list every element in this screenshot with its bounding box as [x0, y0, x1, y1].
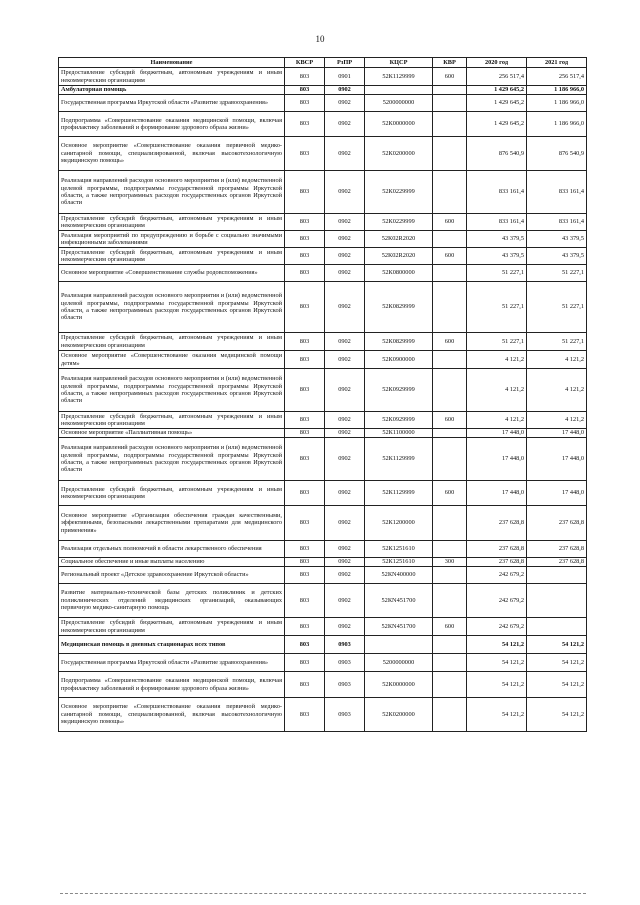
table-row: [59, 265, 587, 282]
row-name: Реализация мероприятий по предупреждению и борьбе с социально значимыми инфекционными заболеваниями: [59, 231, 285, 248]
row-kvr: 600: [433, 333, 467, 351]
row-kcsr: [365, 86, 433, 95]
table-row: [59, 429, 587, 438]
row-kcsr: 52К0229999: [365, 214, 433, 231]
row-kvr: [433, 567, 467, 584]
table-row: [59, 369, 587, 412]
table-row: [59, 438, 587, 481]
row-value-2020: 51 227,1: [467, 265, 527, 282]
row-name: Реализация направлений расходов основного мероприятия и (или) ведомственной целевой программы, подпрограммы государственной программы Иркутской области, а также непрограммных расходов государственных органов Иркутской области: [59, 171, 285, 214]
row-kcsr: 52К1129999: [365, 438, 433, 481]
table-row: [59, 351, 587, 369]
row-kvr: [433, 171, 467, 214]
row-value-2020: 4 121,2: [467, 351, 527, 369]
row-value-2020: 1 429 645,2: [467, 112, 527, 137]
row-kvsr: 803: [285, 95, 325, 112]
table-row: [59, 282, 587, 333]
row-kvsr: 803: [285, 282, 325, 333]
row-kvsr: 803: [285, 112, 325, 137]
row-value-2020: 54 121,2: [467, 698, 527, 732]
row-kcsr: 52КN451700: [365, 618, 433, 636]
row-value-2020: 51 227,1: [467, 333, 527, 351]
row-value-2020: 833 161,4: [467, 171, 527, 214]
row-kvsr: 803: [285, 438, 325, 481]
row-kvsr: 803: [285, 567, 325, 584]
row-kcsr: 52К1100000: [365, 429, 433, 438]
table-row: [59, 584, 587, 618]
row-value-2021: 54 121,2: [527, 636, 587, 654]
row-kvr: [433, 429, 467, 438]
table-row: [59, 481, 587, 506]
row-name: Предоставление субсидий бюджетным, автономным учреждениям и иным некоммерческим организациям: [59, 248, 285, 265]
row-kvr: [433, 672, 467, 698]
table-row: [59, 654, 587, 672]
row-value-2021: 1 186 966,0: [527, 86, 587, 95]
table-row: [59, 95, 587, 112]
header-rzpr: РзПР: [325, 58, 365, 68]
header-year-2020: 2020 год: [467, 58, 527, 68]
row-kvr: [433, 369, 467, 412]
table-row: [59, 618, 587, 636]
table-row: [59, 112, 587, 137]
row-rzpr: 0902: [325, 86, 365, 95]
row-value-2021: 51 227,1: [527, 265, 587, 282]
row-rzpr: 0901: [325, 68, 365, 86]
table-row: [59, 68, 587, 86]
row-value-2021: 43 379,5: [527, 231, 587, 248]
row-value-2021: 1 186 966,0: [527, 112, 587, 137]
row-value-2020: 242 679,2: [467, 567, 527, 584]
row-kcsr: 52КN451700: [365, 584, 433, 618]
row-value-2021: [527, 584, 587, 618]
row-rzpr: 0902: [325, 231, 365, 248]
row-value-2020: 237 628,8: [467, 558, 527, 567]
row-name: Основное мероприятие «Организация обеспечения граждан качественными, эффективными, безопасными лекарственными препаратами для медицинского применения»: [59, 506, 285, 541]
row-rzpr: 0903: [325, 672, 365, 698]
row-value-2020: 4 121,2: [467, 412, 527, 429]
row-name: Основное мероприятие «Паллиативная помощь»: [59, 429, 285, 438]
row-rzpr: 0902: [325, 584, 365, 618]
row-kvsr: 803: [285, 351, 325, 369]
row-value-2021: 54 121,2: [527, 672, 587, 698]
row-rzpr: 0903: [325, 636, 365, 654]
table-row: [59, 636, 587, 654]
table-row: [59, 541, 587, 558]
row-value-2020: 43 379,5: [467, 231, 527, 248]
row-kvsr: 803: [285, 369, 325, 412]
row-kcsr: 52К1200000: [365, 506, 433, 541]
header-kcsr: КЦСР: [365, 58, 433, 68]
table-row: [59, 558, 587, 567]
row-kcsr: 52К0200000: [365, 137, 433, 171]
row-value-2020: 242 679,2: [467, 618, 527, 636]
row-name: Подпрограмма «Совершенствование оказания медицинской помощи, включая профилактику заболеваний и формирование здорового образа жизни»: [59, 672, 285, 698]
row-rzpr: 0902: [325, 214, 365, 231]
row-kvsr: 803: [285, 265, 325, 282]
row-name: Основное мероприятие «Совершенствование оказания первичной медико-санитарной помощи, специализированной, включая высокотехнологичную медицинскую помощь»: [59, 698, 285, 732]
row-value-2021: [527, 618, 587, 636]
row-value-2020: 876 540,9: [467, 137, 527, 171]
row-kvr: [433, 282, 467, 333]
row-value-2020: 54 121,2: [467, 654, 527, 672]
row-rzpr: 0903: [325, 654, 365, 672]
row-kvr: 600: [433, 214, 467, 231]
row-kcsr: 52К0829999: [365, 282, 433, 333]
row-name: Подпрограмма «Совершенствование оказания медицинской помощи, включая профилактику заболеваний и формирование здорового образа жизни»: [59, 112, 285, 137]
row-kvr: 600: [433, 412, 467, 429]
row-rzpr: 0902: [325, 481, 365, 506]
page-number: 10: [315, 34, 325, 44]
row-rzpr: 0903: [325, 698, 365, 732]
row-name: Предоставление субсидий бюджетным, автономным учреждениям и иным некоммерческим организациям: [59, 618, 285, 636]
row-value-2020: 54 121,2: [467, 636, 527, 654]
row-value-2021: 1 186 966,0: [527, 95, 587, 112]
row-name: Реализация отдельных полномочий в области лекарственного обеспечения: [59, 541, 285, 558]
header-kvr: КВР: [433, 58, 467, 68]
table-row: [59, 137, 587, 171]
row-kcsr: 52К1251610: [365, 541, 433, 558]
row-name: Государственная программа Иркутской области «Развитие здравоохранения»: [59, 654, 285, 672]
row-name: Основное мероприятие «Совершенствование оказания первичной медико-санитарной помощи, специализированной, включая высокотехнологичную медицинскую помощь»: [59, 137, 285, 171]
row-rzpr: 0902: [325, 369, 365, 412]
row-value-2021: [527, 567, 587, 584]
row-name: Медицинская помощь в дневных стационарах всех типов: [59, 636, 285, 654]
row-kcsr: 52К0200000: [365, 698, 433, 732]
row-rzpr: 0902: [325, 333, 365, 351]
row-name: Развитие материально-технической базы детских поликлиник и детских поликлинических отделений медицинских организаций, оказывающих первичную медико-санитарную помощь: [59, 584, 285, 618]
row-kvsr: 803: [285, 171, 325, 214]
row-kcsr: 52К0929999: [365, 412, 433, 429]
row-value-2020: 17 448,0: [467, 481, 527, 506]
row-kvr: [433, 438, 467, 481]
row-kvr: [433, 698, 467, 732]
row-value-2021: 51 227,1: [527, 282, 587, 333]
row-kvsr: 803: [285, 68, 325, 86]
row-value-2020: 242 679,2: [467, 584, 527, 618]
row-name: Предоставление субсидий бюджетным, автономным учреждениям и иным некоммерческим организациям: [59, 333, 285, 351]
row-kvr: 600: [433, 618, 467, 636]
row-kcsr: 52КN400000: [365, 567, 433, 584]
row-kcsr: 52К1129999: [365, 68, 433, 86]
row-kvsr: 803: [285, 506, 325, 541]
row-name: Основное мероприятие «Совершенствование службы родовспоможения»: [59, 265, 285, 282]
header-year-2021: 2021 год: [527, 58, 587, 68]
row-kvsr: 803: [285, 248, 325, 265]
row-value-2021: 256 517,4: [527, 68, 587, 86]
row-kvr: [433, 95, 467, 112]
row-rzpr: 0902: [325, 171, 365, 214]
row-value-2021: 876 540,9: [527, 137, 587, 171]
row-kcsr: 52К0229999: [365, 171, 433, 214]
row-value-2020: 4 121,2: [467, 369, 527, 412]
table-row: [59, 231, 587, 248]
row-kcsr: 5200000000: [365, 654, 433, 672]
row-kvr: 600: [433, 68, 467, 86]
row-value-2021: 833 161,4: [527, 214, 587, 231]
row-value-2021: 4 121,2: [527, 369, 587, 412]
row-name: Реализация направлений расходов основного мероприятия и (или) ведомственной целевой программы, подпрограммы государственной программы Иркутской области, а также непрограммных расходов государственных органов Иркутской области: [59, 282, 285, 333]
row-value-2020: 51 227,1: [467, 282, 527, 333]
row-kcsr: [365, 636, 433, 654]
row-kvsr: 803: [285, 672, 325, 698]
row-value-2020: 17 448,0: [467, 429, 527, 438]
row-rzpr: 0902: [325, 248, 365, 265]
row-kcsr: 52К1129999: [365, 481, 433, 506]
bottom-divider: [60, 893, 586, 894]
row-value-2021: 17 448,0: [527, 429, 587, 438]
row-kvr: [433, 541, 467, 558]
row-kvr: [433, 351, 467, 369]
row-value-2021: 43 379,5: [527, 248, 587, 265]
row-kcsr: 52К0800000: [365, 265, 433, 282]
row-kvr: [433, 506, 467, 541]
row-rzpr: 0902: [325, 567, 365, 584]
row-kvr: [433, 231, 467, 248]
row-rzpr: 0902: [325, 558, 365, 567]
row-value-2021: 17 448,0: [527, 481, 587, 506]
row-rzpr: 0902: [325, 438, 365, 481]
table-row: [59, 567, 587, 584]
row-kvr: [433, 654, 467, 672]
table-row: [59, 672, 587, 698]
row-kvsr: 803: [285, 654, 325, 672]
row-kvsr: 803: [285, 231, 325, 248]
header-name: Наименование: [59, 58, 285, 68]
row-kvsr: 803: [285, 333, 325, 351]
row-value-2021: 237 628,8: [527, 506, 587, 541]
row-value-2021: 237 628,8: [527, 541, 587, 558]
row-rzpr: 0902: [325, 541, 365, 558]
row-kvsr: 803: [285, 412, 325, 429]
row-kvsr: 803: [285, 137, 325, 171]
row-value-2021: 833 161,4: [527, 171, 587, 214]
row-value-2020: 54 121,2: [467, 672, 527, 698]
row-value-2021: 54 121,2: [527, 654, 587, 672]
row-kvsr: 803: [285, 698, 325, 732]
row-kvr: 600: [433, 248, 467, 265]
row-value-2020: 237 628,8: [467, 506, 527, 541]
row-kvr: [433, 112, 467, 137]
row-rzpr: 0902: [325, 351, 365, 369]
row-value-2020: 1 429 645,2: [467, 86, 527, 95]
row-kvr: [433, 265, 467, 282]
row-kvr: [433, 86, 467, 95]
table-row: [59, 412, 587, 429]
row-kvsr: 803: [285, 558, 325, 567]
row-kcsr: 5200000000: [365, 95, 433, 112]
row-kvr: [433, 636, 467, 654]
table-header-row: [59, 58, 587, 68]
row-name: Основное мероприятие «Совершенствование оказания медицинской помощи детям»: [59, 351, 285, 369]
row-kvsr: 803: [285, 636, 325, 654]
row-value-2020: 256 517,4: [467, 68, 527, 86]
row-value-2020: 43 379,5: [467, 248, 527, 265]
row-rzpr: 0902: [325, 265, 365, 282]
row-kvsr: 803: [285, 541, 325, 558]
row-rzpr: 0902: [325, 95, 365, 112]
row-kcsr: 52К0900000: [365, 351, 433, 369]
row-rzpr: 0902: [325, 618, 365, 636]
row-kvr: [433, 137, 467, 171]
row-rzpr: 0902: [325, 429, 365, 438]
table-row: [59, 333, 587, 351]
row-rzpr: 0902: [325, 137, 365, 171]
row-kvsr: 803: [285, 584, 325, 618]
row-kcsr: 52К0000000: [365, 672, 433, 698]
row-kvsr: 803: [285, 214, 325, 231]
row-kvsr: 803: [285, 86, 325, 95]
row-value-2020: 17 448,0: [467, 438, 527, 481]
row-kcsr: 52К02R2020: [365, 231, 433, 248]
budget-table: [58, 57, 587, 732]
row-value-2021: 51 227,1: [527, 333, 587, 351]
row-kvr: [433, 584, 467, 618]
row-kcsr: 52К1251610: [365, 558, 433, 567]
row-kcsr: 52К0929999: [365, 369, 433, 412]
row-name: Региональный проект «Детское здравоохранение Иркутской области»: [59, 567, 285, 584]
table-row: [59, 698, 587, 732]
row-kvr: 600: [433, 481, 467, 506]
row-rzpr: 0902: [325, 412, 365, 429]
row-kcsr: 52К0829999: [365, 333, 433, 351]
row-kvsr: 803: [285, 618, 325, 636]
table-row: [59, 248, 587, 265]
table-row: [59, 86, 587, 95]
row-name: Предоставление субсидий бюджетным, автономным учреждениям и иным некоммерческим организациям: [59, 412, 285, 429]
row-name: Государственная программа Иркутской области «Развитие здравоохранения»: [59, 95, 285, 112]
row-value-2020: 833 161,4: [467, 214, 527, 231]
table-row: [59, 214, 587, 231]
row-rzpr: 0902: [325, 112, 365, 137]
table-row: [59, 506, 587, 541]
row-rzpr: 0902: [325, 506, 365, 541]
row-value-2021: 17 448,0: [527, 438, 587, 481]
row-value-2020: 1 429 645,2: [467, 95, 527, 112]
row-rzpr: 0902: [325, 282, 365, 333]
row-kvr: 300: [433, 558, 467, 567]
row-name: Социальное обеспечение и иные выплаты населению: [59, 558, 285, 567]
row-name: Реализация направлений расходов основного мероприятия и (или) ведомственной целевой программы, подпрограммы государственной программы Иркутской области, а также непрограммных расходов государственных органов Иркутской области: [59, 369, 285, 412]
table-row: [59, 171, 587, 214]
row-value-2021: 4 121,2: [527, 351, 587, 369]
row-kvsr: 803: [285, 481, 325, 506]
row-value-2020: 237 628,8: [467, 541, 527, 558]
row-name: Реализация направлений расходов основного мероприятия и (или) ведомственной целевой программы, подпрограммы государственной программы Иркутской области, а также непрограммных расходов государственных органов Иркутской области: [59, 438, 285, 481]
row-value-2021: 54 121,2: [527, 698, 587, 732]
row-name: Предоставление субсидий бюджетным, автономным учреждениям и иным некоммерческим организациям: [59, 214, 285, 231]
row-value-2021: 237 628,8: [527, 558, 587, 567]
row-value-2021: 4 121,2: [527, 412, 587, 429]
row-kvsr: 803: [285, 429, 325, 438]
row-name: Предоставление субсидий бюджетным, автономным учреждениям и иным некоммерческим организациям: [59, 481, 285, 506]
row-kcsr: 52К02R2020: [365, 248, 433, 265]
row-kcsr: 52К0000000: [365, 112, 433, 137]
row-name: Предоставление субсидий бюджетным, автономным учреждениям и иным некоммерческим организациям: [59, 68, 285, 86]
row-name: Амбулаторная помощь: [59, 86, 285, 95]
header-kvsr: КВСР: [285, 58, 325, 68]
